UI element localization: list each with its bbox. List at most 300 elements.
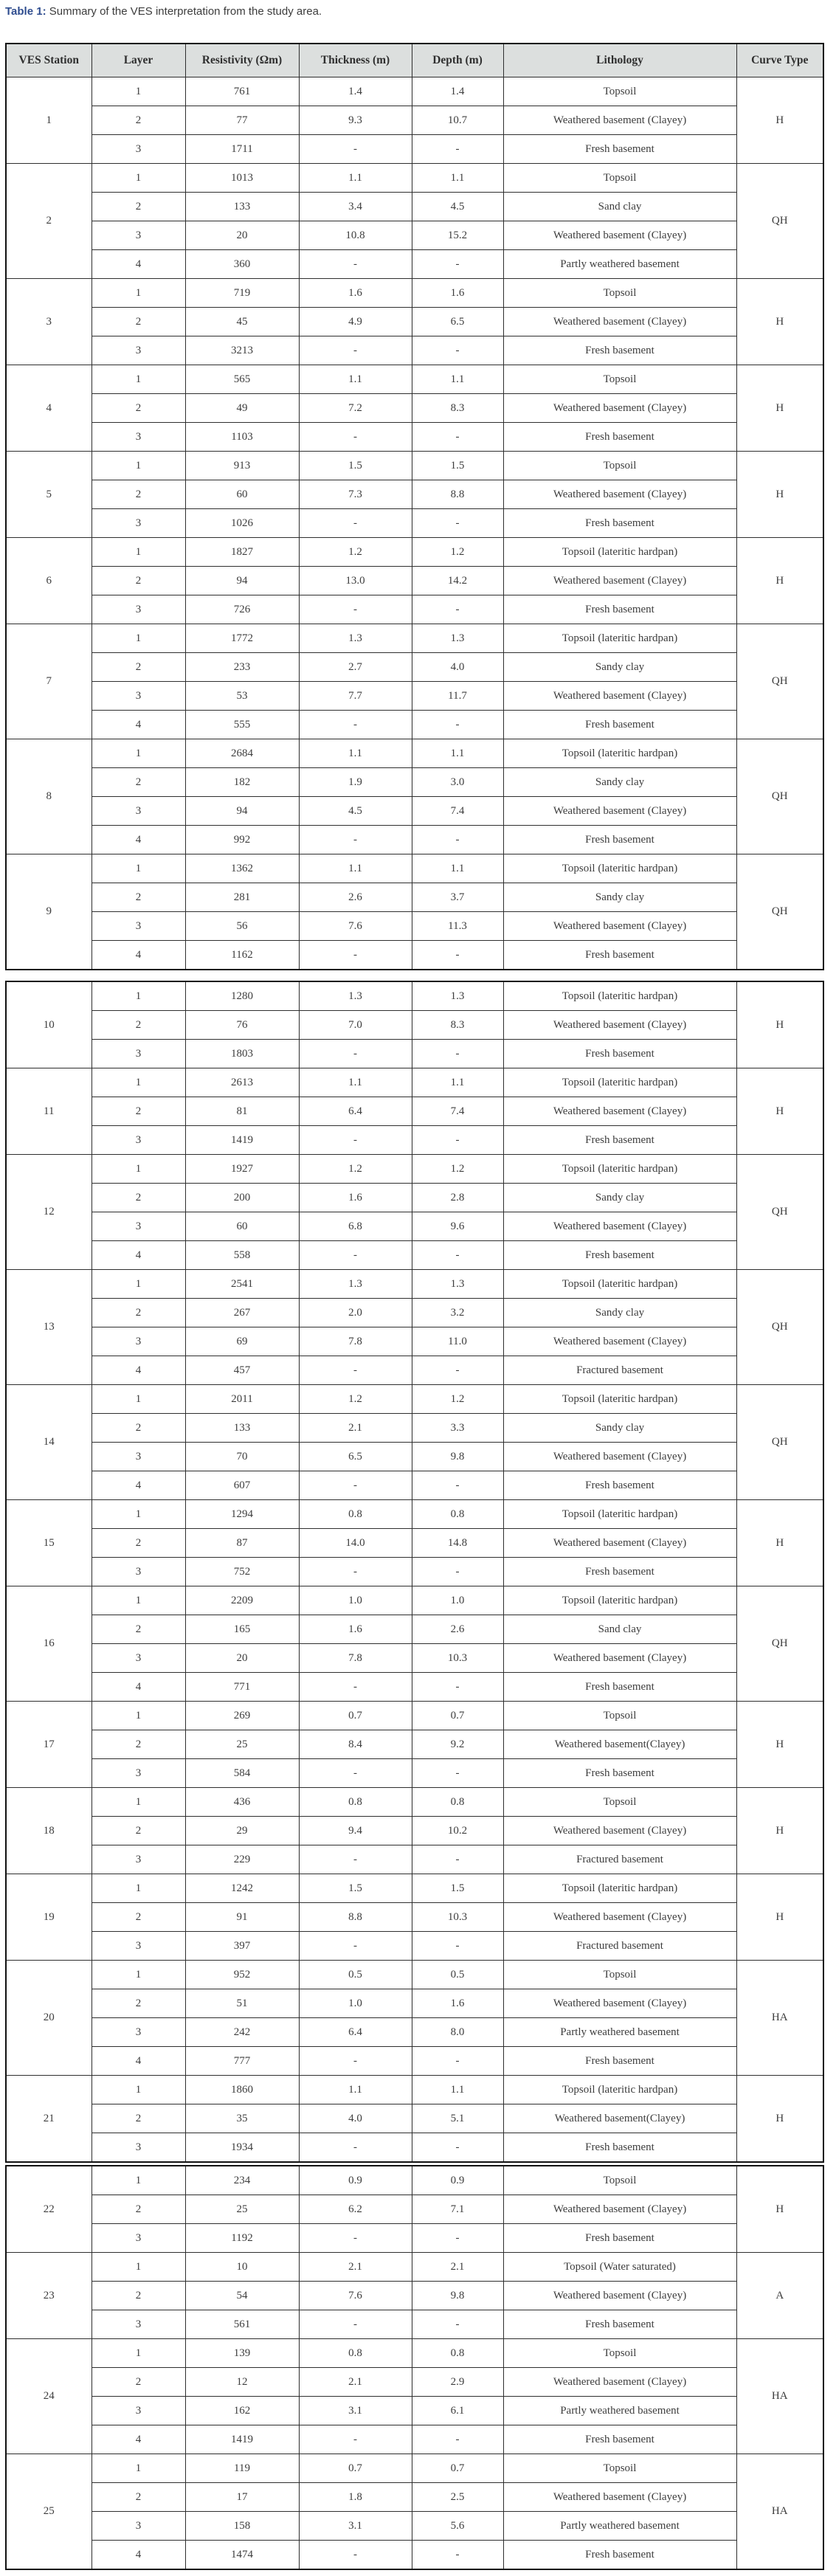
resistivity-cell: 94 <box>185 797 299 826</box>
column-header: Curve Type <box>736 44 823 77</box>
resistivity-cell: 10 <box>185 2253 299 2282</box>
curve-type-cell: A <box>736 2253 823 2339</box>
thickness-cell: 6.8 <box>299 1212 412 1241</box>
resistivity-cell: 139 <box>185 2339 299 2368</box>
resistivity-cell: 607 <box>185 1471 299 1500</box>
table-row <box>6 1817 823 1845</box>
depth-cell: 3.0 <box>412 768 503 797</box>
lithology-cell: Weathered basement(Clayey) <box>503 1730 736 1759</box>
lithology-cell: Weathered basement (Clayey) <box>503 2368 736 2397</box>
thickness-cell: 9.3 <box>299 106 412 135</box>
resistivity-cell: 234 <box>185 2166 299 2195</box>
layer-number-cell: 1 <box>91 2166 185 2195</box>
depth-cell: - <box>412 423 503 452</box>
ves-station-cell: 4 <box>6 365 91 452</box>
table-row <box>6 1126 823 1155</box>
layer-number-cell: 4 <box>91 2425 185 2454</box>
layer-number-cell: 3 <box>91 1644 185 1673</box>
ves-station-cell: 23 <box>6 2253 91 2339</box>
resistivity-cell: 1362 <box>185 854 299 883</box>
lithology-cell: Topsoil <box>503 1702 736 1730</box>
layer-number-cell: 1 <box>91 1702 185 1730</box>
curve-type-cell: H <box>736 1788 823 1874</box>
curve-type-cell: H <box>736 1068 823 1155</box>
depth-cell: - <box>412 1845 503 1874</box>
lithology-cell: Weathered basement (Clayey) <box>503 1212 736 1241</box>
table-row <box>6 711 823 739</box>
table-row <box>6 2047 823 2076</box>
resistivity-cell: 119 <box>185 2454 299 2483</box>
thickness-cell: 14.0 <box>299 1529 412 1558</box>
layer-number-cell: 1 <box>91 624 185 653</box>
depth-cell: 1.3 <box>412 1270 503 1299</box>
lithology-cell: Weathered basement (Clayey) <box>503 1011 736 1040</box>
layer-number-cell: 2 <box>91 2104 185 2133</box>
layer-number-cell: 2 <box>91 1414 185 1443</box>
resistivity-cell: 558 <box>185 1241 299 1270</box>
layer-number-cell: 4 <box>91 1241 185 1270</box>
thickness-cell: 1.6 <box>299 1615 412 1644</box>
column-header: Resistivity (Ωm) <box>185 44 299 77</box>
ves-summary-table <box>5 43 829 2570</box>
resistivity-cell: 1803 <box>185 1040 299 1068</box>
table-row <box>6 1989 823 2018</box>
curve-type-cell: HA <box>736 1961 823 2076</box>
depth-cell: - <box>412 1126 503 1155</box>
layer-number-cell: 3 <box>91 2397 185 2425</box>
curve-type-cell: H <box>736 1874 823 1961</box>
layer-number-cell: 1 <box>91 2076 185 2104</box>
lithology-cell: Fresh basement <box>503 423 736 452</box>
layer-number-cell: 2 <box>91 567 185 595</box>
curve-type-cell: H <box>736 452 823 538</box>
table-row <box>6 1356 823 1385</box>
depth-cell: - <box>412 336 503 365</box>
lithology-cell: Fresh basement <box>503 135 736 164</box>
layer-number-cell: 3 <box>91 2224 185 2253</box>
resistivity-cell: 20 <box>185 1644 299 1673</box>
table-row <box>6 2076 823 2104</box>
column-header: Lithology <box>503 44 736 77</box>
resistivity-cell: 1294 <box>185 1500 299 1529</box>
thickness-cell: 6.2 <box>299 2195 412 2224</box>
curve-type-cell: QH <box>736 1385 823 1500</box>
table-row <box>6 452 823 480</box>
depth-cell: - <box>412 1356 503 1385</box>
lithology-cell: Fresh basement <box>503 2224 736 2253</box>
resistivity-cell: 54 <box>185 2282 299 2310</box>
lithology-cell: Partly weathered basement <box>503 250 736 279</box>
thickness-cell: - <box>299 826 412 854</box>
lithology-cell: Fresh basement <box>503 595 736 624</box>
table-row <box>6 336 823 365</box>
thickness-cell: 1.5 <box>299 452 412 480</box>
thickness-cell: 4.9 <box>299 308 412 336</box>
resistivity-cell: 752 <box>185 1558 299 1586</box>
ves-station-cell: 25 <box>6 2454 91 2570</box>
resistivity-cell: 761 <box>185 77 299 106</box>
depth-cell: 8.3 <box>412 394 503 423</box>
lithology-cell: Topsoil <box>503 2166 736 2195</box>
lithology-cell: Fresh basement <box>503 711 736 739</box>
thickness-cell: 6.4 <box>299 2018 412 2047</box>
layer-number-cell: 1 <box>91 365 185 394</box>
depth-cell: 0.9 <box>412 2166 503 2195</box>
ves-station-cell: 8 <box>6 739 91 854</box>
layer-number-cell: 4 <box>91 1673 185 1702</box>
lithology-cell: Weathered basement (Clayey) <box>503 2282 736 2310</box>
column-header: VES Station <box>6 44 91 77</box>
depth-cell: 1.2 <box>412 538 503 567</box>
lithology-cell: Weathered basement (Clayey) <box>503 1817 736 1845</box>
thickness-cell: 1.3 <box>299 624 412 653</box>
table-row <box>6 1932 823 1961</box>
depth-cell: 11.0 <box>412 1327 503 1356</box>
lithology-cell: Fresh basement <box>503 2047 736 2076</box>
depth-cell: 1.5 <box>412 452 503 480</box>
lithology-cell: Fresh basement <box>503 1673 736 1702</box>
depth-cell: - <box>412 2541 503 2570</box>
lithology-cell: Topsoil <box>503 1788 736 1817</box>
curve-type-cell: H <box>736 77 823 164</box>
resistivity-cell: 397 <box>185 1932 299 1961</box>
curve-type-cell: QH <box>736 1155 823 1270</box>
thickness-cell: - <box>299 1040 412 1068</box>
thickness-cell: 1.0 <box>299 1989 412 2018</box>
thickness-cell: - <box>299 1673 412 1702</box>
table-row <box>6 682 823 711</box>
lithology-cell: Sandy clay <box>503 653 736 682</box>
layer-number-cell: 3 <box>91 1845 185 1874</box>
thickness-cell: 1.1 <box>299 1068 412 1097</box>
thickness-cell: 8.4 <box>299 1730 412 1759</box>
resistivity-cell: 777 <box>185 2047 299 2076</box>
table-row <box>6 1212 823 1241</box>
thickness-cell: 8.8 <box>299 1903 412 1932</box>
ves-station-cell: 18 <box>6 1788 91 1874</box>
depth-cell: 1.1 <box>412 1068 503 1097</box>
curve-type-cell: HA <box>736 2454 823 2570</box>
depth-cell: - <box>412 1932 503 1961</box>
thickness-cell: 0.8 <box>299 1500 412 1529</box>
table-row <box>6 1068 823 1097</box>
layer-number-cell: 1 <box>91 2339 185 2368</box>
lithology-cell: Partly weathered basement <box>503 2018 736 2047</box>
depth-cell: - <box>412 1673 503 1702</box>
resistivity-cell: 70 <box>185 1443 299 1471</box>
lithology-cell: Topsoil (lateritic hardpan) <box>503 2076 736 2104</box>
thickness-cell: 1.8 <box>299 2483 412 2512</box>
depth-cell: 10.7 <box>412 106 503 135</box>
thickness-cell: 3.1 <box>299 2512 412 2541</box>
layer-number-cell: 3 <box>91 509 185 538</box>
lithology-cell: Weathered basement (Clayey) <box>503 394 736 423</box>
layer-number-cell: 1 <box>91 2454 185 2483</box>
resistivity-cell: 242 <box>185 2018 299 2047</box>
curve-type-cell: H <box>736 2166 823 2253</box>
layer-number-cell: 2 <box>91 1903 185 1932</box>
lithology-cell: Fractured basement <box>503 1356 736 1385</box>
table-row <box>6 1471 823 1500</box>
table-row <box>6 2253 823 2282</box>
thickness-cell: 0.8 <box>299 2339 412 2368</box>
resistivity-cell: 25 <box>185 2195 299 2224</box>
depth-cell: 1.1 <box>412 739 503 768</box>
thickness-cell: - <box>299 1845 412 1874</box>
layer-number-cell: 1 <box>91 854 185 883</box>
depth-cell: 3.7 <box>412 883 503 912</box>
ves-station-cell: 12 <box>6 1155 91 1270</box>
lithology-cell: Weathered basement (Clayey) <box>503 912 736 941</box>
layer-number-cell: 3 <box>91 912 185 941</box>
table-row <box>6 854 823 883</box>
table-row <box>6 2397 823 2425</box>
depth-cell: 11.3 <box>412 912 503 941</box>
thickness-cell: 2.0 <box>299 1299 412 1327</box>
thickness-cell: - <box>299 941 412 970</box>
depth-cell: 9.8 <box>412 1443 503 1471</box>
table-row <box>6 739 823 768</box>
resistivity-cell: 1242 <box>185 1874 299 1903</box>
table-row <box>6 1874 823 1903</box>
table-row <box>6 2104 823 2133</box>
table-row <box>6 365 823 394</box>
resistivity-cell: 1711 <box>185 135 299 164</box>
depth-cell: 2.5 <box>412 2483 503 2512</box>
layer-number-cell: 2 <box>91 1730 185 1759</box>
ves-station-cell: 2 <box>6 164 91 279</box>
layer-number-cell: 4 <box>91 1356 185 1385</box>
lithology-cell: Topsoil (lateritic hardpan) <box>503 1068 736 1097</box>
table-row <box>6 1615 823 1644</box>
layer-number-cell: 2 <box>91 1615 185 1644</box>
lithology-cell: Weathered basement (Clayey) <box>503 1097 736 1126</box>
layer-number-cell: 1 <box>91 279 185 308</box>
table-row <box>6 106 823 135</box>
layer-number-cell: 2 <box>91 2483 185 2512</box>
ves-station-cell: 16 <box>6 1586 91 1702</box>
thickness-cell: - <box>299 2133 412 2163</box>
layer-number-cell: 3 <box>91 135 185 164</box>
table-row <box>6 1327 823 1356</box>
layer-number-cell: 2 <box>91 1011 185 1040</box>
resistivity-cell: 158 <box>185 2512 299 2541</box>
resistivity-cell: 1772 <box>185 624 299 653</box>
table-row <box>6 1414 823 1443</box>
resistivity-cell: 87 <box>185 1529 299 1558</box>
resistivity-cell: 12 <box>185 2368 299 2397</box>
depth-cell: 14.2 <box>412 567 503 595</box>
layer-number-cell: 3 <box>91 2018 185 2047</box>
table-row <box>6 653 823 682</box>
column-header: Depth (m) <box>412 44 503 77</box>
layer-number-cell: 2 <box>91 883 185 912</box>
layer-number-cell: 2 <box>91 480 185 509</box>
table-row <box>6 941 823 970</box>
layer-number-cell: 2 <box>91 1817 185 1845</box>
depth-cell: - <box>412 2310 503 2339</box>
curve-type-cell: HA <box>736 2339 823 2454</box>
thickness-cell: 1.2 <box>299 1385 412 1414</box>
resistivity-cell: 3213 <box>185 336 299 365</box>
depth-cell: 1.3 <box>412 981 503 1011</box>
depth-cell: 1.4 <box>412 77 503 106</box>
lithology-cell: Partly weathered basement <box>503 2512 736 2541</box>
resistivity-cell: 360 <box>185 250 299 279</box>
table-row <box>6 1788 823 1817</box>
layer-number-cell: 4 <box>91 941 185 970</box>
ves-station-cell: 14 <box>6 1385 91 1500</box>
depth-cell: 7.4 <box>412 1097 503 1126</box>
table-row <box>6 77 823 106</box>
thickness-cell: - <box>299 509 412 538</box>
lithology-cell: Fresh basement <box>503 941 736 970</box>
table-row <box>6 1673 823 1702</box>
resistivity-cell: 771 <box>185 1673 299 1702</box>
layer-number-cell: 3 <box>91 336 185 365</box>
resistivity-cell: 555 <box>185 711 299 739</box>
thickness-cell: 7.8 <box>299 1644 412 1673</box>
ves-station-cell: 22 <box>6 2166 91 2253</box>
table-row <box>6 1443 823 1471</box>
resistivity-cell: 56 <box>185 912 299 941</box>
column-header: Thickness (m) <box>299 44 412 77</box>
thickness-cell: - <box>299 595 412 624</box>
depth-cell: 0.8 <box>412 2339 503 2368</box>
lithology-cell: Topsoil (lateritic hardpan) <box>503 1270 736 1299</box>
depth-cell: - <box>412 711 503 739</box>
table-row <box>6 624 823 653</box>
lithology-cell: Topsoil (lateritic hardpan) <box>503 1874 736 1903</box>
depth-cell: 0.7 <box>412 2454 503 2483</box>
table-row <box>6 1529 823 1558</box>
layer-number-cell: 4 <box>91 2541 185 2570</box>
thickness-cell: 1.1 <box>299 365 412 394</box>
depth-cell: 5.1 <box>412 2104 503 2133</box>
resistivity-cell: 45 <box>185 308 299 336</box>
layer-number-cell: 4 <box>91 711 185 739</box>
depth-cell: 8.0 <box>412 2018 503 2047</box>
resistivity-cell: 17 <box>185 2483 299 2512</box>
ves-station-cell: 11 <box>6 1068 91 1155</box>
curve-type-cell: H <box>736 1702 823 1788</box>
layer-number-cell: 1 <box>91 1155 185 1184</box>
layer-number-cell: 3 <box>91 1558 185 1586</box>
thickness-cell: 7.3 <box>299 480 412 509</box>
curve-type-cell: H <box>736 2076 823 2163</box>
lithology-cell: Sandy clay <box>503 1184 736 1212</box>
depth-cell: 1.6 <box>412 1989 503 2018</box>
thickness-cell: 4.5 <box>299 797 412 826</box>
table-row <box>6 1184 823 1212</box>
layer-number-cell: 2 <box>91 394 185 423</box>
thickness-cell: 1.6 <box>299 279 412 308</box>
ves-station-cell: 10 <box>6 981 91 1068</box>
depth-cell: 3.3 <box>412 1414 503 1443</box>
layer-number-cell: 3 <box>91 595 185 624</box>
lithology-cell: Topsoil <box>503 2454 736 2483</box>
lithology-cell: Topsoil (lateritic hardpan) <box>503 854 736 883</box>
lithology-cell: Topsoil (Water saturated) <box>503 2253 736 2282</box>
resistivity-cell: 1026 <box>185 509 299 538</box>
thickness-cell: - <box>299 336 412 365</box>
layer-number-cell: 1 <box>91 2253 185 2282</box>
thickness-cell: 7.2 <box>299 394 412 423</box>
table-row <box>6 826 823 854</box>
table-row <box>6 1097 823 1126</box>
curve-type-cell: H <box>736 279 823 365</box>
lithology-cell: Topsoil (lateritic hardpan) <box>503 624 736 653</box>
table-row <box>6 2512 823 2541</box>
lithology-cell: Fresh basement <box>503 826 736 854</box>
thickness-cell: 7.6 <box>299 912 412 941</box>
resistivity-cell: 162 <box>185 2397 299 2425</box>
layer-number-cell: 2 <box>91 308 185 336</box>
lithology-cell: Fresh basement <box>503 1040 736 1068</box>
depth-cell: 9.2 <box>412 1730 503 1759</box>
lithology-cell: Fresh basement <box>503 1759 736 1788</box>
lithology-cell: Weathered basement (Clayey) <box>503 1327 736 1356</box>
thickness-cell: 1.6 <box>299 1184 412 1212</box>
thickness-cell: 1.2 <box>299 1155 412 1184</box>
lithology-cell: Sandy clay <box>503 1299 736 1327</box>
layer-number-cell: 2 <box>91 768 185 797</box>
table-caption-text: Summary of the VES interpretation from the study area. <box>49 5 322 18</box>
resistivity-cell: 2541 <box>185 1270 299 1299</box>
resistivity-cell: 1103 <box>185 423 299 452</box>
thickness-cell: - <box>299 1759 412 1788</box>
resistivity-cell: 60 <box>185 480 299 509</box>
depth-cell: 3.2 <box>412 1299 503 1327</box>
depth-cell: 1.3 <box>412 624 503 653</box>
table-row <box>6 2133 823 2163</box>
resistivity-cell: 2684 <box>185 739 299 768</box>
thickness-cell: - <box>299 1558 412 1586</box>
lithology-cell: Fresh basement <box>503 1558 736 1586</box>
thickness-cell: 0.9 <box>299 2166 412 2195</box>
table-row <box>6 2310 823 2339</box>
table-row <box>6 1241 823 1270</box>
curve-type-cell: QH <box>736 624 823 739</box>
resistivity-cell: 1419 <box>185 2425 299 2454</box>
layer-number-cell: 3 <box>91 1327 185 1356</box>
depth-cell: 10.3 <box>412 1903 503 1932</box>
table-row <box>6 2454 823 2483</box>
resistivity-cell: 913 <box>185 452 299 480</box>
table-row <box>6 1270 823 1299</box>
resistivity-cell: 77 <box>185 106 299 135</box>
thickness-cell: 2.1 <box>299 2253 412 2282</box>
resistivity-cell: 20 <box>185 221 299 250</box>
ves-station-cell: 6 <box>6 538 91 624</box>
curve-type-cell: QH <box>736 854 823 970</box>
thickness-cell: - <box>299 2224 412 2253</box>
layer-number-cell: 2 <box>91 2368 185 2397</box>
resistivity-cell: 561 <box>185 2310 299 2339</box>
thickness-cell: 1.1 <box>299 854 412 883</box>
thickness-cell: 7.6 <box>299 2282 412 2310</box>
table-row <box>6 1903 823 1932</box>
depth-cell: 1.0 <box>412 1586 503 1615</box>
lithology-cell: Topsoil <box>503 2339 736 2368</box>
layer-number-cell: 1 <box>91 164 185 193</box>
depth-cell: 15.2 <box>412 221 503 250</box>
table-caption <box>5 4 829 19</box>
curve-type-cell: H <box>736 1500 823 1586</box>
depth-cell: 4.0 <box>412 653 503 682</box>
thickness-cell: - <box>299 1356 412 1385</box>
thickness-cell: 0.7 <box>299 2454 412 2483</box>
